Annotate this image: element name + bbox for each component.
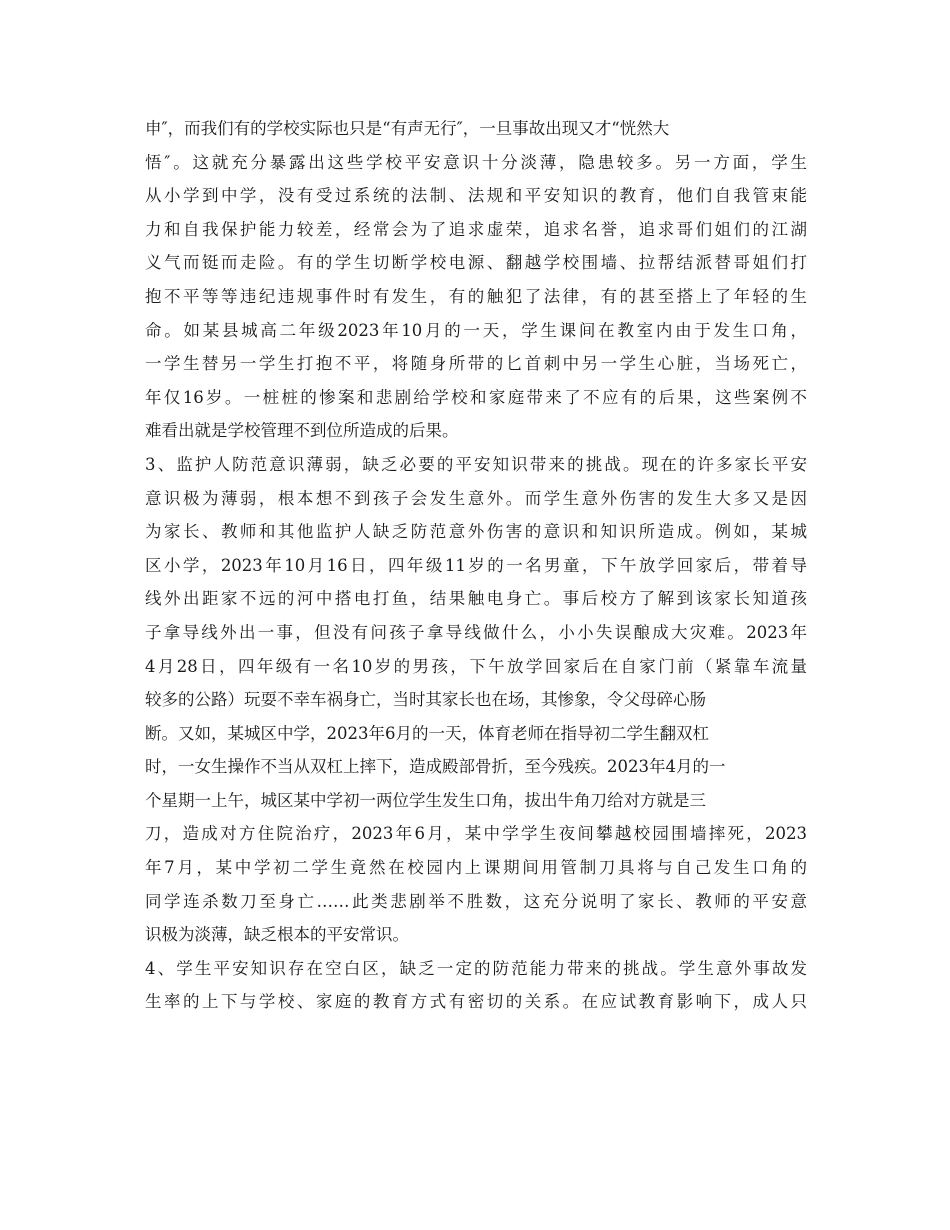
- text-line-6: 抱不平等等违纪违规事件时有发生，有的触犯了法律，有的甚至搭上了年轻的生: [145, 286, 807, 306]
- text-line-26: 4、学生平安知识存在空白区，缺乏一定的防范能力带来的挑战。学生意外事故发: [145, 958, 807, 978]
- text-line-23: 年7月，某中学初二学生竟然在校园内上课期间用管制刀具将与自己发生口角的: [145, 858, 807, 878]
- text-line-25: 识极为淡薄，缺乏根本的平安常识。: [145, 925, 409, 945]
- text-line-24: 同学连杀数刀至身亡……此类悲剧举不胜数，这充分说明了家长、教师的平安意: [145, 891, 807, 911]
- text-line-15: 线外出距家不远的河中搭电打鱼，结果触电身亡。事后校方了解到该家长知道孩: [145, 589, 807, 609]
- text-line-1: 申″，而我们有的学校实际也只是“有声无行″，一旦事故出现又才“恍然大: [145, 119, 670, 138]
- text-line-21: 个星期一上午，城区某中学初一两位学生发生口角，拔出牛角刀给对方就是三: [145, 790, 706, 810]
- text-line-18: 较多的公路）玩耍不幸车祸身亡，当时其家长也在场，其惨象，令父母碎心肠: [145, 690, 706, 710]
- text-line-19: 断。又如，某城区中学，2023年6月的一天，体育老师在指导初二学生翻双杠: [145, 723, 709, 743]
- text-line-16: 子拿导线外出一事，但没有问孩子拿导线做什么，小小失误酿成大灾难。2023年: [145, 622, 807, 642]
- body-text: [145, 112, 807, 1019]
- text-line-22: 刀，造成对方住院治疗，2023年6月，某中学学生夜间攀越校园围墙摔死，2023: [145, 824, 807, 844]
- text-line-14: 区小学，2023年10月16日，四年级11岁的一名男童，下午放学回家后，带着导: [145, 555, 807, 575]
- text-line-17: 4月28日，四年级有一名10岁的男孩，下午放学回家后在自家门前（紧靠车流量: [145, 656, 807, 676]
- text-line-11: 3、监护人防范意识薄弱，缺乏必要的平安知识带来的挑战。现在的许多家长平安: [145, 454, 807, 474]
- text-line-3: 从小学到中学，没有受过系统的法制、法规和平安知识的教育，他们自我管束能: [145, 186, 807, 206]
- text-line-4: 力和自我保护能力较差，经常会为了追求虚荣，追求名誉，追求哥们姐们的江湖: [145, 219, 807, 239]
- text-line-5: 义气而铤而走险。有的学生切断学校电源、翻越学校围墙、拉帮结派替哥姐们打: [145, 253, 807, 273]
- text-line-8: 一学生替另一学生打抱不平，将随身所带的匕首刺中另一学生心脏，当场死亡，: [145, 354, 807, 374]
- text-line-27: 生率的上下与学校、家庭的教育方式有密切的关系。在应试教育影响下，成人只: [145, 992, 807, 1012]
- text-line-13: 为家长、教师和其他监护人缺乏防范意外伤害的意识和知识所造成。例如，某城: [145, 522, 807, 542]
- text-line-12: 意识极为薄弱，根本想不到孩子会发生意外。而学生意外伤害的发生大多又是因: [145, 488, 807, 508]
- text-line-10: 难看出就是学校管理不到位所造成的后果。: [145, 421, 459, 441]
- text-line-7: 命。如某县城高二年级2023年10月的一天，学生课间在教室内由于发生口角，: [145, 320, 807, 340]
- text-line-2: 悟″。这就充分暴露出这些学校平安意识十分淡薄，隐患较多。另一方面，学生: [145, 152, 807, 172]
- text-line-9: 年仅16岁。一桩桩的惨案和悲剧给学校和家庭带来了不应有的后果，这些案例不: [145, 387, 807, 407]
- text-line-20: 时，一女生操作不当从双杠上摔下，造成殿部骨折，至今残疾。2023年4月的一: [145, 757, 726, 777]
